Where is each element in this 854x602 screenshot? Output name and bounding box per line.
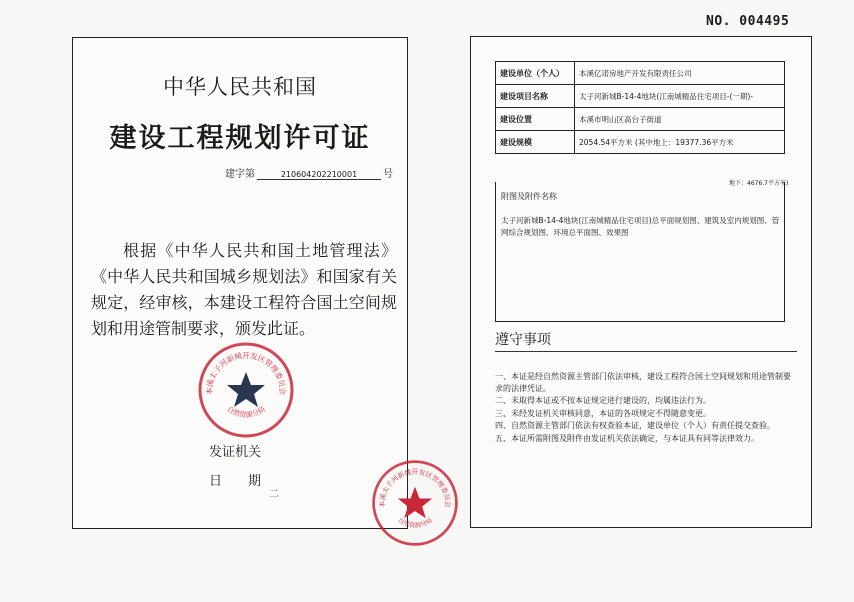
row-label: 建设规模 [496, 131, 575, 154]
issue-date-label: 日 期 [209, 474, 262, 489]
list-item: 二、未取得本证或不按本证规定进行建设的，均属违法行为。 [495, 396, 711, 405]
table-row [496, 85, 785, 108]
attachments-box [495, 182, 785, 322]
seal-top-text: 本溪太子河新城开发区管理委员会 [204, 351, 288, 395]
area-subnote: 地下：4676.7平方米) [729, 180, 789, 187]
official-seal-icon [196, 340, 296, 440]
certificate-statement: 根据《中华人民共和国土地管理法》《中华人民共和国城乡规划法》和国家有关规定，经审核，本建设工程符合国土空间规划和用途管制要求，颁发此证。 [91, 241, 397, 338]
certificate-title: 建设工程规划许可证 [109, 123, 371, 154]
certificate-number: NO. 004495 [706, 14, 790, 29]
table-row [496, 62, 785, 85]
license-number: 210604202210001 [257, 170, 381, 180]
row-label: 建设项目名称 [496, 85, 575, 108]
seal-bottom-text: 自然资源分局 [225, 405, 267, 420]
notice-divider [495, 351, 797, 352]
attachments-heading: 附图及附件名称 [501, 192, 557, 201]
license-number-line [225, 165, 393, 180]
list-item: 一、本证是经自然资源主管部门依法审核，建设工程符合国土空间规划和用途管制要求的法律凭证。 [495, 372, 791, 393]
row-value: 本溪市明山区高台子街道 [575, 108, 785, 131]
row-label: 建设单位（个人） [496, 62, 575, 85]
seal-bottom-text: 自然资源分局 [396, 516, 434, 530]
table-row [496, 108, 785, 131]
notice-title: 遵守事项 [495, 332, 551, 348]
star-icon [398, 487, 432, 519]
list-item: 五、本证所需附图及附件由发证机关依法确定，与本证具有同等法律效力。 [495, 433, 759, 443]
seal-top-text: 本溪太子河新城开发区管理委员会 [378, 468, 452, 508]
attachments-list: 太子河新城B-14-4地块(江南城精品住宅项目)总平面规划图、建筑及室内规划图、管网综合规划图、环境总平面图、效果图 [501, 216, 780, 237]
notice-list [495, 371, 795, 445]
row-value: 2054.54平方米 (其中地上：19377.36平方米 [575, 131, 785, 154]
star-icon [227, 372, 265, 407]
row-label: 建设位置 [496, 108, 575, 131]
list-item: 四、自然资源主管部门依法有权查验本证，建设单位（个人）有责任提交查验。 [495, 421, 775, 430]
table-row [496, 131, 785, 154]
number-prefix: 建字第 [225, 169, 255, 180]
license-detail-page [470, 36, 812, 528]
license-cover-page [72, 37, 408, 529]
project-info-table [495, 61, 785, 154]
row-value: 本溪亿诺房地产开发有限责任公司 [575, 62, 785, 85]
issuing-authority-label: 发证机关 [209, 445, 262, 460]
issue-date-value: 二 [269, 489, 279, 500]
list-item: 三、未经发证机关审核同意，本证的各项规定不得随意变更。 [495, 408, 711, 418]
official-seal-icon [370, 458, 460, 548]
country-name: 中华人民共和国 [163, 75, 317, 99]
row-value: 太子河新城B-14-4地块(江南城精品住宅项目-(一期)- [575, 85, 785, 108]
number-suffix: 号 [383, 169, 393, 180]
